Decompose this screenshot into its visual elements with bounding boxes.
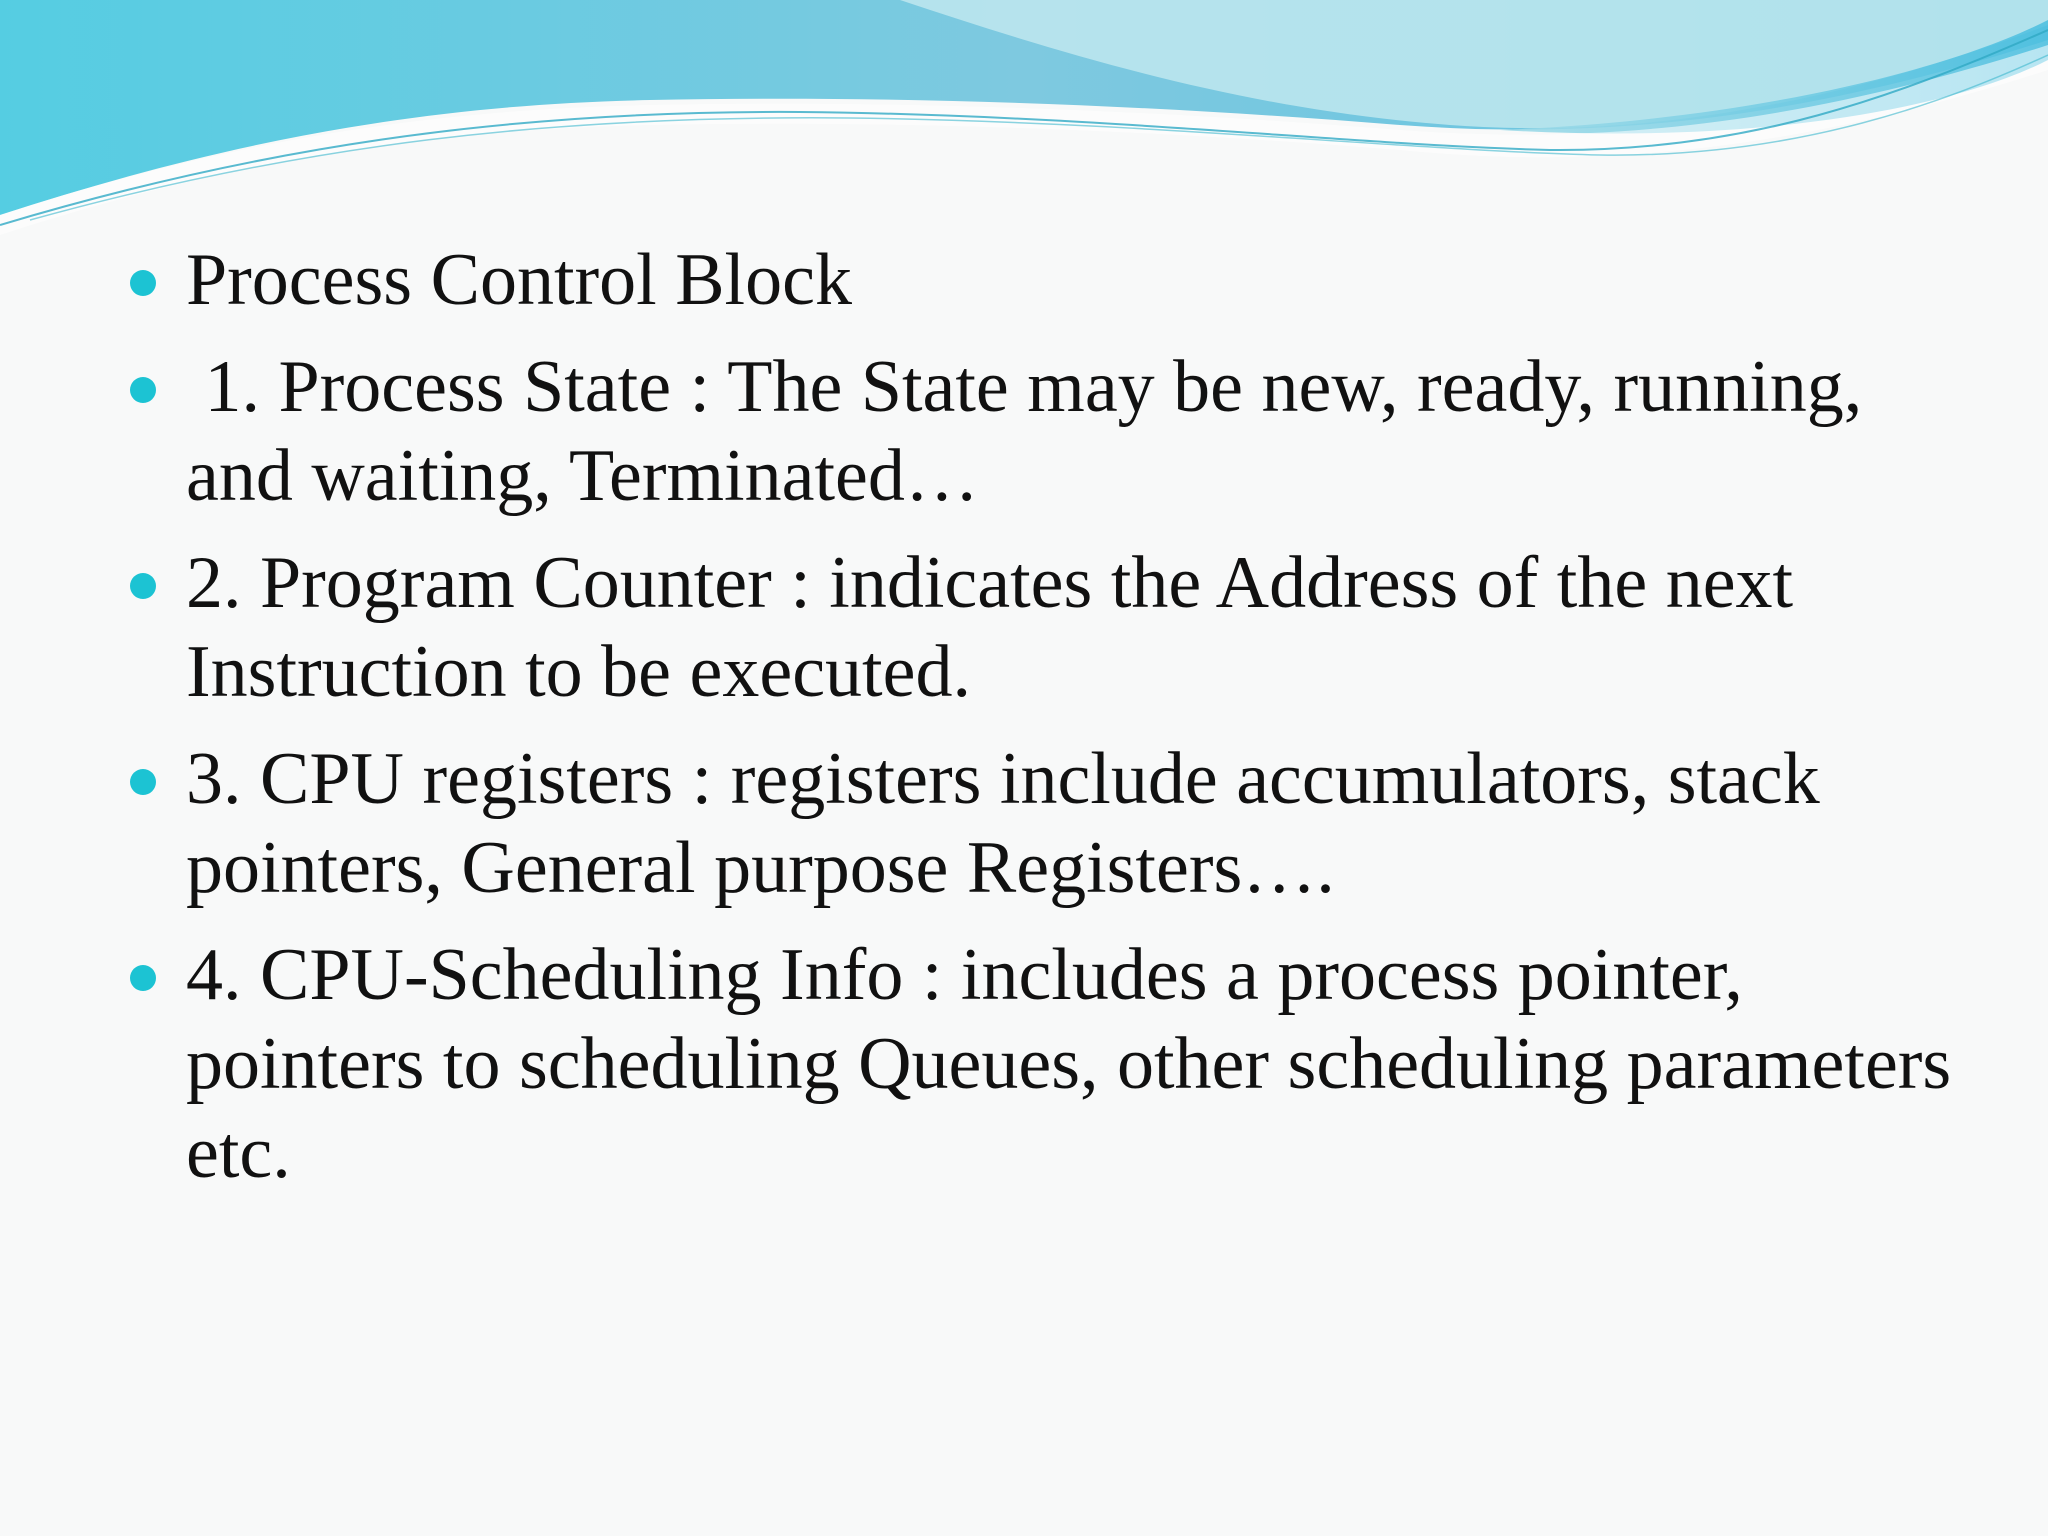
bullet-text: 2. Program Counter : indicates the Address of the next Instruction to be executed. [186, 542, 1794, 713]
bullet-text: 3. CPU registers : registers include accumulators, stack pointers, General purpose Registers…. [186, 738, 1820, 909]
bullet-text: Process Control Block [186, 239, 852, 321]
bullet-text: 4. CPU-Scheduling Info : includes a process pointer, pointers to scheduling Queues, other scheduling parameters etc. [186, 934, 1952, 1194]
bullet-item [130, 236, 1960, 325]
bullet-item [130, 539, 1960, 717]
bullet-item [130, 343, 1960, 521]
bullet-text: 1. Process State : The State may be new, ready, running, and waiting, Terminated… [186, 346, 1881, 517]
bullet-dot-icon [130, 377, 156, 403]
bullet-dot-icon [130, 573, 156, 599]
bullet-dot-icon [130, 769, 156, 795]
bullet-dot-icon [130, 270, 156, 296]
bullet-list [130, 236, 1960, 1216]
header-wave-decoration [0, 0, 2048, 260]
bullet-item [130, 735, 1960, 913]
bullet-item [130, 931, 1960, 1198]
bullet-dot-icon [130, 965, 156, 991]
